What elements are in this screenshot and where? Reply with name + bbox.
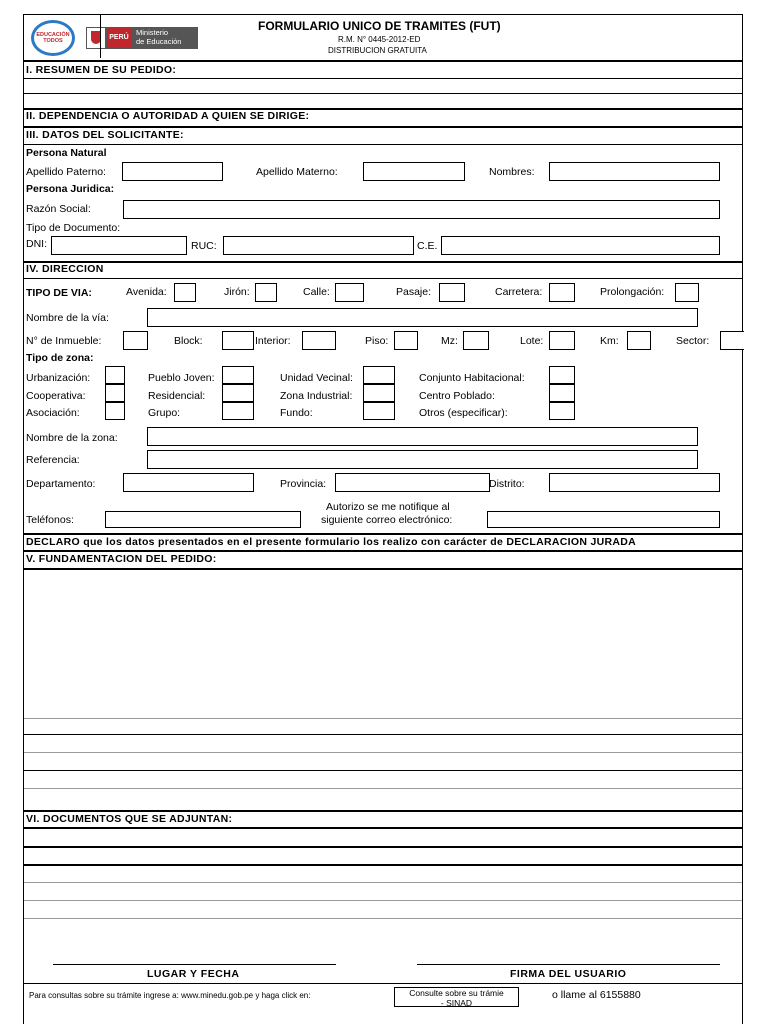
rm-number: R.M. N° 0445-2012-ED	[338, 35, 421, 44]
razon-social-label: Razón Social:	[26, 203, 91, 215]
razon-social-field[interactable]	[123, 200, 720, 219]
divider	[24, 770, 742, 771]
apellido-paterno-field[interactable]	[122, 162, 223, 181]
carretera-checkbox[interactable]	[549, 283, 575, 302]
nombre-zona-field[interactable]	[147, 427, 698, 446]
divider	[24, 864, 742, 866]
grupo-checkbox[interactable]	[222, 402, 254, 420]
sinad-link[interactable]: Consulte sobre su trámie - SINAD	[394, 987, 519, 1007]
tipo-documento-label: Tipo de Documento:	[26, 222, 121, 234]
divider	[24, 752, 742, 753]
autorizo-label-2: siguiente correo electrónico:	[321, 514, 453, 526]
prolongacion-checkbox[interactable]	[675, 283, 699, 302]
peru-badge: PERÚ	[107, 28, 131, 48]
divider	[24, 126, 742, 128]
provincia-label: Provincia:	[280, 478, 327, 490]
divider	[24, 568, 742, 570]
sector-field[interactable]	[720, 331, 744, 350]
firma-label: FIRMA DEL USUARIO	[510, 968, 627, 980]
jiron-label: Jirón:	[224, 286, 250, 298]
block-label: Block:	[174, 335, 203, 347]
firma-line	[417, 964, 720, 965]
lugar-fecha-label: LUGAR Y FECHA	[147, 968, 240, 980]
centro-poblado-label: Centro Poblado:	[419, 390, 495, 402]
departamento-label: Departamento:	[26, 478, 96, 490]
telefonos-field[interactable]	[105, 511, 301, 528]
tipo-via-label: TIPO DE VIA:	[26, 287, 92, 299]
header-divider	[100, 15, 101, 58]
lote-field[interactable]	[549, 331, 575, 350]
apellido-materno-field[interactable]	[363, 162, 465, 181]
nombres-label: Nombres:	[489, 166, 535, 178]
calle-checkbox[interactable]	[335, 283, 364, 302]
persona-juridica-label: Persona Juridica:	[26, 183, 115, 195]
section-direccion: IV. DIRECCION	[26, 263, 104, 275]
pasaje-label: Pasaje:	[396, 286, 432, 298]
cooperativa-label: Cooperativa:	[26, 390, 86, 402]
interior-label: Interior:	[255, 335, 291, 347]
nombres-field[interactable]	[549, 162, 720, 181]
section-dependencia: II. DEPENDENCIA O AUTORIDAD A QUIEN SE DIRIGE:	[26, 110, 310, 122]
ce-label: C.E.	[417, 240, 438, 252]
divider	[24, 788, 742, 789]
n-inmueble-label: N° de Inmueble:	[26, 335, 102, 347]
sector-label: Sector:	[676, 335, 710, 347]
asociacion-checkbox[interactable]	[105, 402, 125, 420]
provincia-field[interactable]	[335, 473, 490, 492]
n-inmueble-field[interactable]	[123, 331, 148, 350]
nombre-zona-label: Nombre de la zona:	[26, 432, 118, 444]
divider	[24, 278, 742, 279]
km-label: Km:	[600, 335, 619, 347]
carretera-label: Carretera:	[495, 286, 543, 298]
dni-label: DNI:	[26, 238, 47, 250]
ce-field[interactable]	[441, 236, 720, 255]
tipo-zona-label: Tipo de zona:	[26, 352, 94, 364]
pasaje-checkbox[interactable]	[439, 283, 465, 302]
divider	[24, 846, 742, 848]
ruc-label: RUC:	[191, 240, 217, 252]
conjunto-habitacional-label: Conjunto Habitacional:	[419, 372, 525, 384]
calle-label: Calle:	[303, 286, 330, 298]
divider	[24, 734, 742, 735]
distrito-field[interactable]	[549, 473, 720, 492]
unidad-vecinal-label: Unidad Vecinal:	[280, 372, 353, 384]
divider	[24, 60, 742, 62]
zona-industrial-checkbox[interactable]	[363, 384, 395, 402]
divider	[24, 882, 742, 883]
telefono-consulta: o llame al 6155880	[552, 989, 641, 1001]
section-fundamentacion: V. FUNDAMENTACION DEL PEDIDO:	[26, 553, 217, 565]
fundo-checkbox[interactable]	[363, 402, 395, 420]
jiron-checkbox[interactable]	[255, 283, 277, 302]
apellido-materno-label: Apellido Materno:	[256, 166, 338, 178]
consultas-text: Para consultas sobre su trámite ingrese a: www.minedu.gob.pe y haga click en:	[29, 991, 311, 1000]
pueblo-joven-label: Pueblo Joven:	[148, 372, 215, 384]
referencia-field[interactable]	[147, 450, 698, 469]
grupo-label: Grupo:	[148, 407, 181, 419]
fundo-label: Fundo:	[280, 407, 313, 419]
divider	[24, 550, 742, 552]
peru-shield-icon	[87, 28, 105, 48]
departamento-field[interactable]	[123, 473, 254, 492]
distribution-note: DISTRIBUCION GRATUITA	[328, 46, 427, 55]
divider	[24, 533, 742, 535]
divider	[24, 93, 742, 94]
divider	[24, 261, 742, 263]
section-solicitante: III. DATOS DEL SOLICITANTE:	[26, 129, 184, 141]
lugar-fecha-line	[53, 964, 336, 965]
section-documentos: VI. DOCUMENTOS QUE SE ADJUNTAN:	[26, 813, 233, 825]
unidad-vecinal-checkbox[interactable]	[363, 366, 395, 384]
form-page	[23, 14, 743, 1024]
ministerio-logo	[86, 27, 198, 49]
residencial-checkbox[interactable]	[222, 384, 254, 402]
mz-label: Mz:	[441, 335, 458, 347]
otros-checkbox[interactable]	[549, 402, 575, 420]
divider	[24, 827, 742, 829]
referencia-label: Referencia:	[26, 454, 80, 466]
section-resumen: I. RESUMEN DE SU PEDIDO:	[26, 64, 177, 76]
km-field[interactable]	[627, 331, 651, 350]
apellido-paterno-label: Apellido Paterno:	[26, 166, 106, 178]
nombre-via-label: Nombre de la vía:	[26, 312, 109, 324]
form-title: FORMULARIO UNICO DE TRAMITES (FUT)	[258, 19, 501, 33]
avenida-label: Avenida:	[126, 286, 167, 298]
avenida-checkbox[interactable]	[174, 283, 196, 302]
otros-label: Otros (especificar):	[419, 407, 508, 419]
residencial-label: Residencial:	[148, 390, 206, 402]
divider	[24, 900, 742, 901]
block-field[interactable]	[222, 331, 254, 350]
pueblo-joven-checkbox[interactable]	[222, 366, 254, 384]
prolongacion-label: Prolongación:	[600, 286, 665, 298]
divider	[24, 983, 742, 984]
mz-field[interactable]	[463, 331, 489, 350]
urbanizacion-checkbox[interactable]	[105, 366, 125, 384]
ministerio-label: Ministerio de Educación	[136, 28, 182, 46]
educacion-todos-logo: EDUCACIÓN TODOS	[31, 20, 75, 56]
ruc-field[interactable]	[223, 236, 414, 255]
urbanizacion-label: Urbanización:	[26, 372, 91, 384]
conjunto-habitacional-checkbox[interactable]	[549, 366, 575, 384]
cooperativa-checkbox[interactable]	[105, 384, 125, 402]
correo-field[interactable]	[487, 511, 720, 528]
nombre-via-field[interactable]	[147, 308, 698, 327]
asociacion-label: Asociación:	[26, 407, 80, 419]
zona-industrial-label: Zona Industrial:	[280, 390, 353, 402]
persona-natural-label: Persona Natural	[26, 147, 107, 159]
autorizo-label-1: Autorizo se me notifique al	[326, 501, 450, 513]
lote-label: Lote:	[520, 335, 544, 347]
telefonos-label: Teléfonos:	[26, 514, 74, 526]
piso-label: Piso:	[365, 335, 389, 347]
interior-field[interactable]	[302, 331, 336, 350]
divider	[24, 144, 742, 145]
divider	[24, 918, 742, 919]
dni-field[interactable]	[51, 236, 187, 255]
divider	[24, 78, 742, 79]
distrito-label: Distrito:	[489, 478, 525, 490]
declaracion-jurada: DECLARO que los datos presentados en el presente formulario los realizo con carácter de DECLARACION JURADA	[26, 536, 637, 548]
divider	[24, 810, 742, 812]
divider	[24, 718, 742, 719]
piso-field[interactable]	[394, 331, 418, 350]
centro-poblado-checkbox[interactable]	[549, 384, 575, 402]
